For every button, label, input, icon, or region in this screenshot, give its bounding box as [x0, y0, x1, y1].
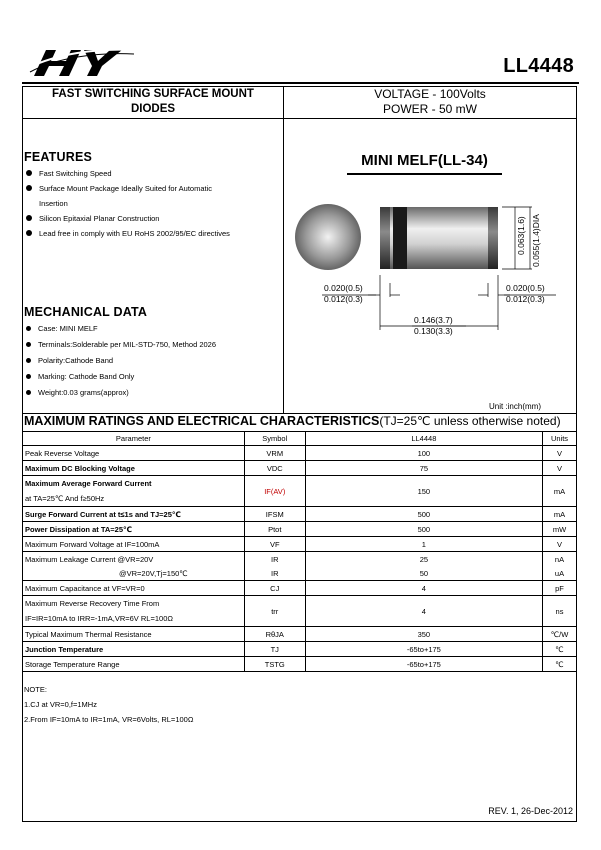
left-end-cap	[380, 207, 390, 269]
dim-dia-max: 0.063(1.6)	[516, 216, 526, 255]
features-title: FEATURES	[24, 150, 93, 164]
bullet-icon	[26, 342, 31, 347]
table-row: Maximum Leakage Current @VR=20V IR 25 nA	[23, 552, 577, 567]
table-row: Maximum Average Forward Current at TA=25℃ And f≥50Hz IF(AV) 150 mA	[23, 476, 577, 507]
bullet-icon	[26, 185, 32, 191]
col-value: LL4448	[305, 432, 542, 446]
max-ratings-condition: (TJ=25℃ unless otherwise noted)	[379, 414, 561, 428]
col-symbol: Symbol	[244, 432, 305, 446]
product-title-line1: FAST SWITCHING SURFACE MOUNT	[52, 88, 254, 100]
feature-item: Insertion	[39, 199, 68, 208]
dim-length-min: 0.130(3.3)	[414, 326, 453, 336]
note-item: 2.From IF=10mA to IR=1mA, VR=6Volts, RL=100Ω	[24, 715, 194, 724]
right-end-cap	[488, 207, 498, 269]
mechanical-title: MECHANICAL DATA	[24, 305, 148, 319]
table-row: @VR=20V,Tj=150℃ IR 50 uA	[23, 566, 577, 581]
package-title: MINI MELF(LL-34)	[347, 152, 502, 175]
mechanical-item: Polarity:Cathode Band	[26, 353, 216, 369]
col-parameter: Parameter	[23, 432, 245, 446]
table-row: Maximum DC Blocking Voltage VDC 75 V	[23, 461, 577, 476]
feature-item: Fast Switching Speed	[26, 166, 230, 181]
table-row: Junction Temperature TJ -65to+175 ℃	[23, 642, 577, 657]
hy-logo	[26, 44, 136, 80]
max-ratings-title: MAXIMUM RATINGS AND ELECTRICAL CHARACTERISTICS(TJ=25℃ unless otherwise noted)	[24, 414, 561, 428]
table-row: Storage Temperature Range TSTG -65to+175 ℃	[23, 657, 577, 672]
dim-lead-max: 0.020(0.5)	[324, 283, 363, 293]
cathode-band	[393, 207, 407, 269]
table-row: Maximum Capacitance at VF=VR=0 CJ 4 pF	[23, 581, 577, 596]
header-rule	[22, 82, 579, 84]
dim-lead-right-min: 0.012(0.3)	[506, 294, 545, 304]
voltage-rating: VOLTAGE - 100Volts	[374, 87, 486, 101]
dim-lead-right-max: 0.020(0.5)	[506, 283, 545, 293]
bullet-icon	[26, 170, 32, 176]
bullet-icon	[26, 358, 31, 363]
title-divider	[23, 118, 576, 119]
table-row: Maximum Reverse Recovery Time From IF=IR=10mA to IRR=-1mA,VR=6V RL=100Ω trr 4 ns	[23, 596, 577, 627]
dim-lead-min: 0.012(0.3)	[324, 294, 363, 304]
part-number: LL4448	[503, 55, 574, 77]
mechanical-list	[26, 321, 216, 401]
end-view-icon	[295, 204, 361, 270]
product-title-line2: DIODES	[130, 103, 176, 115]
bullet-icon	[26, 230, 32, 236]
dim-dia-min: 0.055(1.4)DIA	[531, 214, 541, 267]
power-rating: POWER - 50 mW	[382, 102, 477, 116]
dim-length-max: 0.146(3.7)	[414, 315, 453, 325]
col-units: Units	[543, 432, 577, 446]
table-row: Power Dissipation at TA=25℃ Ptot 500 mW	[23, 522, 577, 537]
table-row: Maximum Forward Voltage at IF=100mA VF 1 V	[23, 537, 577, 552]
table-header-row	[23, 432, 577, 446]
package-drawing	[290, 195, 560, 340]
mechanical-item: Marking: Cathode Band Only	[26, 369, 216, 385]
center-divider	[283, 87, 284, 414]
ratings-summary	[284, 87, 576, 117]
notes-title: NOTE:	[24, 685, 47, 694]
note-item: 1.CJ at VR=0,f=1MHz	[24, 700, 97, 709]
table-row: Surge Forward Current at t≤1s and TJ=25℃ IFSM 500 mA	[23, 507, 577, 522]
table-row: Typical Maximum Thermal Resistance RθJA 350 ℃/W	[23, 627, 577, 642]
bullet-icon	[26, 390, 31, 395]
bullet-icon	[26, 374, 31, 379]
ratings-table	[22, 431, 577, 672]
mechanical-item: Terminals:Solderable per MIL-STD-750, Method 2026	[26, 337, 216, 353]
table-row: Peak Reverse Voltage VRM 100 V	[23, 446, 577, 461]
bullet-icon	[26, 215, 32, 221]
unit-note: Unit :inch(mm)	[488, 402, 541, 411]
mechanical-item: Case: MINI MELF	[26, 321, 216, 337]
product-title	[23, 87, 283, 117]
feature-item: Silicon Epitaxial Planar Construction	[26, 211, 230, 226]
bullet-icon	[26, 326, 31, 331]
feature-item: Lead free in comply with EU RoHS 2002/95/EC directives	[26, 226, 230, 241]
features-list	[26, 166, 230, 241]
mechanical-item: Weight:0.03 grams(approx)	[26, 385, 216, 401]
feature-item: Surface Mount Package Ideally Suited for Automatic	[26, 181, 230, 196]
notes	[24, 682, 193, 727]
revision: REV. 1, 26-Dec-2012	[488, 806, 573, 816]
